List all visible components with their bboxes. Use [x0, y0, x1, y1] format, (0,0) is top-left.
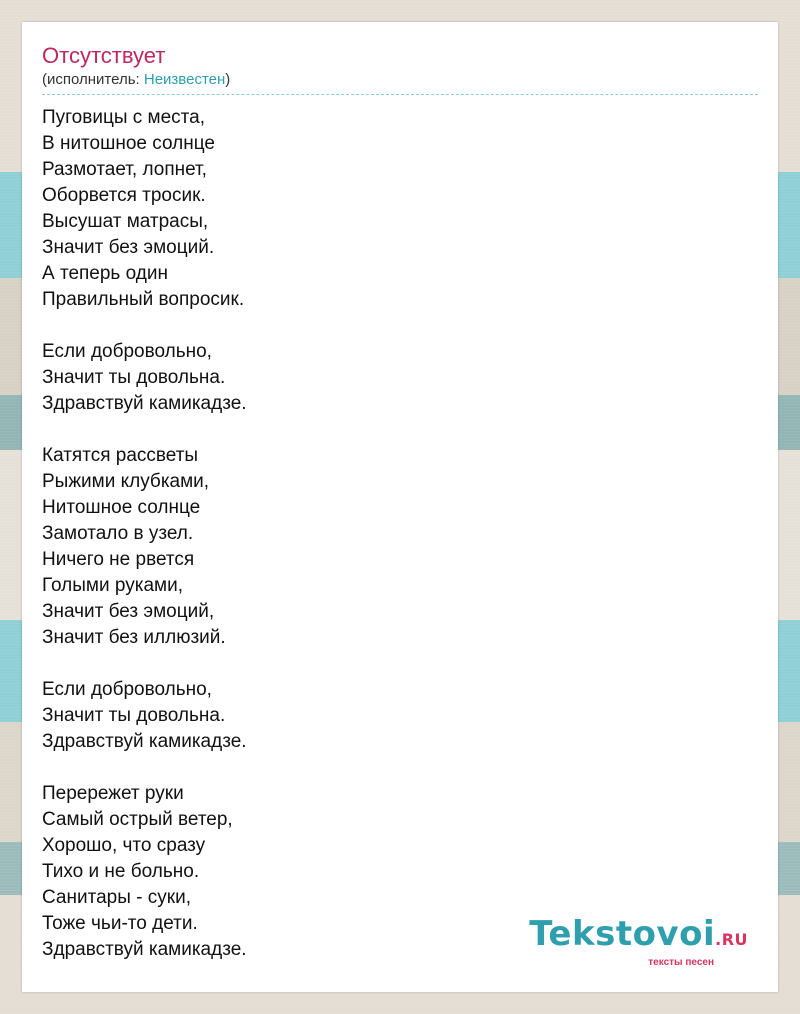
- lyric-line: Голыми руками,: [42, 575, 183, 596]
- lyric-line: Размотает, лопнет,: [42, 159, 207, 180]
- song-meta: [42, 70, 758, 95]
- site-logo[interactable]: [529, 916, 748, 968]
- logo-tagline: тексты песен: [648, 957, 714, 968]
- meta-suffix: ): [225, 71, 231, 88]
- lyrics-card: [22, 22, 778, 992]
- lyric-line: Нитошное солнце: [42, 497, 201, 518]
- lyrics-body: [42, 105, 758, 963]
- lyric-line: Хорошо, что сразу: [42, 835, 206, 856]
- stanza: [42, 677, 758, 755]
- lyric-line: Здравствуй камикадзе.: [42, 939, 247, 960]
- lyric-line: Высушат матрасы,: [42, 211, 209, 232]
- lyric-line: Значит без эмоций.: [42, 237, 215, 258]
- song-title: Отсутствует: [42, 43, 166, 68]
- lyric-line: Самый острый ветер,: [42, 809, 233, 830]
- lyric-line: Здравствуй камикадзе.: [42, 393, 247, 414]
- stanza: [42, 339, 758, 417]
- lyric-line: Тоже чьи-то дети.: [42, 913, 198, 934]
- lyric-line: В нитошное солнце: [42, 133, 215, 154]
- lyric-line: Значит без эмоций,: [42, 601, 215, 622]
- lyric-line: Значит ты довольна.: [42, 367, 226, 388]
- lyric-line: Тихо и не больно.: [42, 861, 200, 882]
- lyric-line: Значит без иллюзий.: [42, 627, 226, 648]
- logo-tld: .RU: [715, 930, 748, 949]
- logo-wordmark: [529, 916, 748, 958]
- lyric-line: Рыжими клубками,: [42, 471, 210, 492]
- logo-name: Tekstovoi: [529, 914, 716, 954]
- lyric-line: Ничего не рвется: [42, 549, 195, 570]
- stanza: [42, 443, 758, 651]
- lyric-line: А теперь один: [42, 263, 168, 284]
- meta-prefix: (исполнитель:: [42, 71, 144, 88]
- lyric-line: Оборвется тросик.: [42, 185, 206, 206]
- lyric-line: Здравствуй камикадзе.: [42, 731, 247, 752]
- lyric-line: Катятся рассветы: [42, 445, 199, 466]
- lyric-line: Если добровольно,: [42, 679, 212, 700]
- lyric-line: Если добровольно,: [42, 341, 212, 362]
- artist-link[interactable]: Неизвестен: [143, 71, 226, 88]
- lyric-line: Пуговицы с места,: [42, 107, 206, 128]
- stanza: [42, 105, 758, 313]
- lyric-line: Перережет руки: [42, 783, 184, 804]
- lyric-line: Значит ты довольна.: [42, 705, 226, 726]
- lyric-line: Замотало в узел.: [42, 523, 194, 544]
- lyric-line: Правильный вопросик.: [42, 289, 245, 310]
- lyric-line: Санитары - суки,: [42, 887, 191, 908]
